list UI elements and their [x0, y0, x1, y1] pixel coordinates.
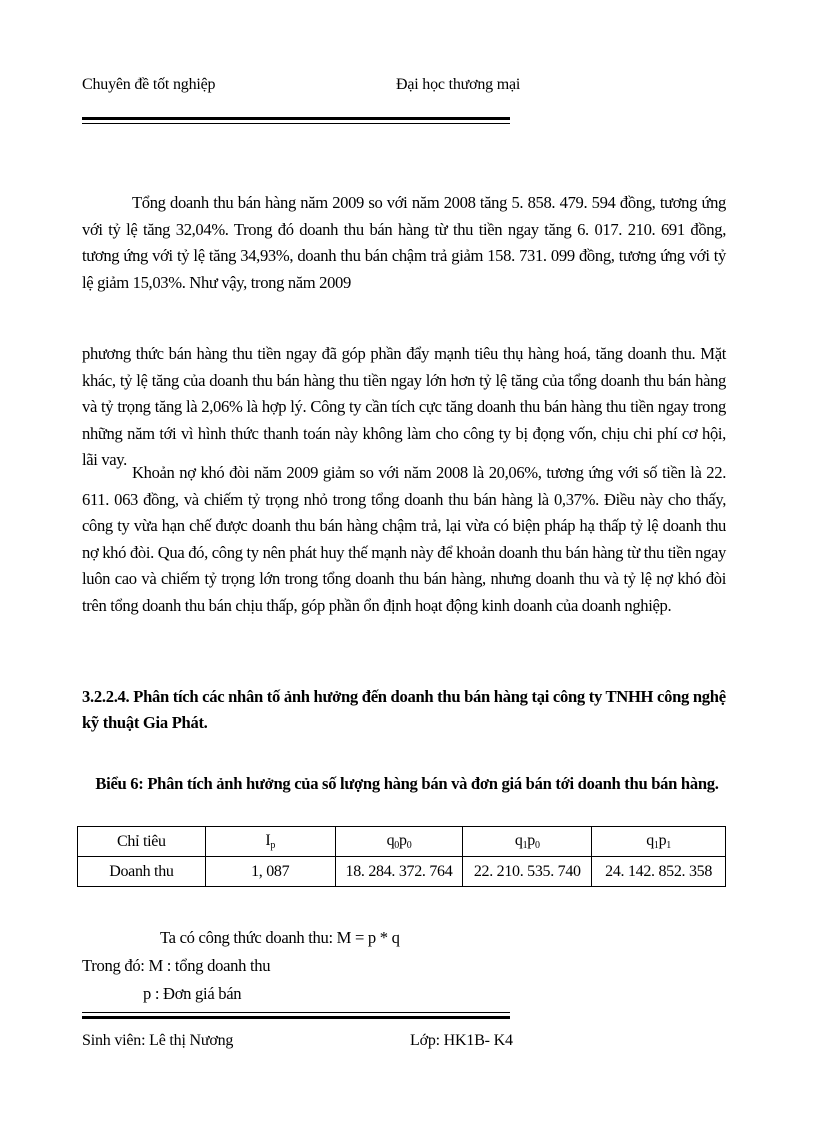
- section-heading: 3.2.2.4. Phân tích các nhân tố ảnh hưởng đến doanh thu bán hàng tại công ty TNHH công nghệ kỹ thuật Gia Phát.: [82, 687, 726, 732]
- paragraph-2: phương thức bán hàng thu tiền ngay đã góp phần đẩy mạnh tiêu thụ hàng hoá, tăng doanh thu. Mặt khác, tỷ lệ tăng của doanh thu bán hàng thu tiền ngay lớn hơn tỷ lệ tăng của tổng doanh thu bán hàng và tỷ trọng tăng là 2,06% là hợp lý. Công ty cần tích cực tăng doanh thu bán hàng thu tiền ngay trong những năm tới vì hình thức thanh toán này không làm cho công ty bị đọng vốn, chịu chi phí cơ hội, lãi vay.: [82, 344, 726, 469]
- header-rule-top: [82, 117, 510, 120]
- revenue-table: [77, 826, 726, 887]
- formula-line-2: Trong đó: M : tổng doanh thu: [82, 956, 271, 975]
- footer-rule-bottom: [82, 1016, 510, 1019]
- formula-line-1: Ta có công thức doanh thu: M = p * q: [160, 928, 400, 947]
- header-cell-q1p1: $q_1p_1$: [592, 827, 726, 857]
- table-row: [78, 857, 726, 887]
- footer-class: Lớp: HK1B- K4: [410, 1032, 513, 1049]
- footer-student: Sinh viên: Lê thị Nương: [82, 1032, 234, 1049]
- header-cell-ip: $I_p$: [205, 827, 335, 857]
- table-header-row: [78, 827, 726, 857]
- header-cell-q1p0: $q_1p_0$: [463, 827, 592, 857]
- header-cell-indicator: Chỉ tiêu: [78, 827, 206, 857]
- table-caption: Biểu 6: Phân tích ảnh hưởng của số lượng hàng bán và đơn giá bán tới doanh thu bán hàng.: [95, 774, 719, 793]
- header-left: Chuyên đề tốt nghiệp: [82, 76, 216, 93]
- row-value-ip: 1, 087: [205, 857, 335, 887]
- header-cell-q0p0: $q_0p_0$: [335, 827, 463, 857]
- row-value-q1p1: 24. 142. 852. 358: [592, 857, 726, 887]
- row-value-q0p0: 18. 284. 372. 764: [335, 857, 463, 887]
- formula-line-3: p : Đơn giá bán: [143, 984, 242, 1003]
- paragraph-1: Tổng doanh thu bán hàng năm 2009 so với năm 2008 tăng 5. 858. 479. 594 đồng, tương ứng với tỷ lệ tăng 32,04%. Trong đó doanh thu bán hàng từ thu tiền ngay tăng 6. 017. 210. 691 đồng, tương ứng với tỷ lệ tăng 34,93%, doanh thu bán chậm trả giảm 158. 731. 099 đồng, tương ứng với tỷ lệ giảm 15,03%. Như vậy, trong năm 2009: [82, 193, 726, 292]
- paragraph-3: Khoản nợ khó đòi năm 2009 giảm so với năm 2008 là 20,06%, tương ứng với số tiền là 22. 611. 063 đồng, và chiếm tỷ trọng nhỏ trong tổng doanh thu bán hàng là 0,37%. Điều này cho thấy, công ty vừa hạn chế được doanh thu bán hàng chậm trả, lại vừa có biện pháp hạ thấp tỷ lệ doanh thu nợ khó đòi. Qua đó, công ty nên phát huy thế mạnh này để khoản doanh thu bán hàng từ thu tiền ngay luôn cao và chiếm tỷ trọng lớn trong tổng doanh thu bán hàng, nhưng doanh thu và tỷ lệ nợ khó đòi trên tổng doanh thu bán chịu thấp, góp phần ổn định hoạt động kinh doanh của doanh nghiệp.: [82, 463, 726, 615]
- row-label: Doanh thu: [78, 857, 206, 887]
- header-rule-bottom: [82, 123, 510, 124]
- footer-rule-top: [82, 1012, 510, 1013]
- header-right: Đại học thương mại: [396, 76, 521, 93]
- row-value-q1p0: 22. 210. 535. 740: [463, 857, 592, 887]
